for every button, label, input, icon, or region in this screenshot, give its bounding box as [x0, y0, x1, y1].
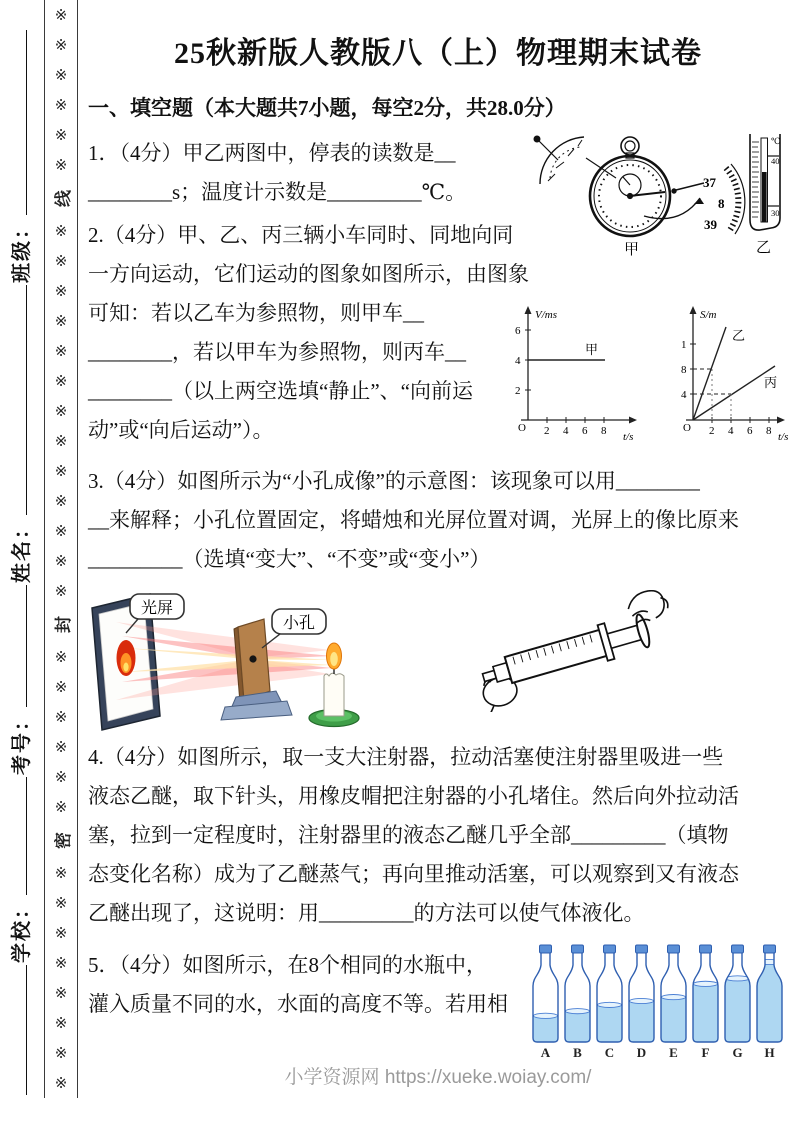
q3-line: 3.（4分）如图所示为“小孔成像”的示意图：该现象可以用________	[88, 469, 700, 493]
inverted-flame-image	[117, 640, 136, 676]
seal-char-线: 线	[53, 189, 73, 207]
bottle-water	[725, 978, 750, 1042]
seal-symbol: ※	[54, 709, 68, 726]
vt-xtick-8: 8	[601, 425, 607, 437]
q3-line: _________（选填“变大”、“不变”或“变小”）	[88, 547, 491, 571]
seal-field-label: 学校：	[10, 897, 33, 963]
seal-char-密: 密	[53, 831, 73, 849]
st-ylabel: S/m	[700, 309, 717, 321]
bottle-cap	[700, 945, 712, 953]
seal-symbol: ※	[54, 523, 68, 540]
series-yi-label: 乙	[732, 328, 746, 343]
q1-line: 1．（4分）甲乙两图中，停表的读数是__	[88, 141, 456, 165]
q2-line: 可知：若以乙车为参照物，则甲车__	[88, 301, 424, 325]
bottle-water	[661, 997, 686, 1042]
question-2-text	[88, 216, 543, 450]
stopwatch-thermometer-figure	[528, 130, 793, 263]
magnifier-number-37: 37	[703, 175, 716, 190]
seal-field-blank[interactable]	[12, 777, 27, 895]
magnifier-number-39: 39	[704, 217, 717, 232]
q2-line: ________，若以甲车为参照物，则丙车__	[88, 340, 466, 364]
seal-symbol: ※	[54, 895, 68, 912]
seal-field-blank[interactable]	[12, 585, 27, 707]
bottle-cap	[668, 945, 680, 953]
series-bing-label: 丙	[764, 375, 778, 390]
st-origin: O	[683, 422, 691, 434]
seal-symbol: ※	[54, 769, 68, 786]
seal-symbol: ※	[54, 67, 68, 84]
st-xtick-8: 8	[766, 425, 772, 437]
bottle-label-H: H	[764, 1045, 775, 1060]
series-jia-label: 甲	[585, 342, 599, 357]
seal-symbol: ※	[54, 679, 68, 696]
thermometer-unit: ℃	[771, 136, 781, 146]
seal-symbol: ※	[54, 343, 68, 360]
seal-fields-strip	[2, 15, 36, 1095]
section-header: 一、填空题（本大题共7小题，每空2分，共28.0分）	[88, 96, 566, 120]
seal-symbol: ※	[54, 253, 68, 270]
q3-line: __来解释；小孔位置固定，将蜡烛和光屏位置对调，光屏上的像比原来	[88, 508, 739, 532]
vt-ytick-6: 6	[515, 325, 521, 337]
seal-symbol: ※	[54, 1045, 68, 1062]
seal-field-label: 考号：	[10, 709, 33, 775]
bottle-cap	[604, 945, 616, 953]
seal-symbol: ※	[54, 583, 68, 600]
seal-symbol: ※	[54, 955, 68, 972]
bottle-D	[629, 945, 654, 1060]
bottle-cap	[764, 945, 776, 953]
page-title: 25秋新版人教版八（上）物理期末试卷	[174, 37, 702, 70]
vt-ytick-2: 2	[515, 385, 521, 397]
bottle-label-C: C	[604, 1045, 615, 1060]
bottle-F	[693, 945, 718, 1060]
seal-symbol: ※	[54, 463, 68, 480]
seal-symbol: ※	[54, 283, 68, 300]
bottle-label-B: B	[573, 1045, 582, 1060]
bottle-water	[533, 1016, 558, 1042]
stopwatch-icon	[590, 137, 670, 236]
q2-line: 2.（4分）甲、乙、丙三辆小车同时、同地向同	[88, 223, 514, 247]
bottles-group	[533, 945, 782, 1060]
q5-line: 灌入质量不同的水，水面的高度不等。若用相	[88, 992, 508, 1016]
st-graph	[686, 306, 785, 424]
hole-label: 小孔	[282, 615, 316, 632]
bottle-A	[533, 945, 558, 1060]
bottle-water	[629, 1001, 654, 1042]
st-ytick-4: 4	[681, 389, 687, 401]
seal-symbol: ※	[54, 1075, 68, 1092]
q2-line: 动”或“向后运动”）。	[88, 418, 274, 442]
screen-label: 光屏	[140, 600, 174, 617]
bottle-C	[597, 945, 622, 1060]
thermometer-label: 乙	[756, 240, 772, 256]
vt-xtick-6: 6	[582, 425, 588, 437]
bottle-E	[661, 945, 686, 1060]
seal-field-blank[interactable]	[12, 285, 27, 515]
seal-char-封: 封	[53, 615, 73, 633]
vt-xtick-2: 2	[544, 425, 550, 437]
q4-line: 塞，拉到一定程度时，注射器里的液态乙醚几乎全部_________（填物	[88, 823, 729, 847]
bottle-H	[757, 945, 782, 1060]
bottle-water	[693, 984, 718, 1042]
question-3-text	[88, 462, 793, 579]
seal-field-blank[interactable]	[12, 30, 27, 215]
bottle-cap	[572, 945, 584, 953]
seal-line-column	[44, 0, 78, 1098]
bottle-cap	[732, 945, 744, 953]
st-xlabel: t/s	[778, 431, 789, 443]
bottles-figure	[530, 940, 788, 1067]
seal-field-blank[interactable]	[12, 965, 27, 1095]
seal-symbol: ※	[54, 799, 68, 816]
bottle-label-D: D	[636, 1045, 647, 1060]
seal-symbol: ※	[54, 37, 68, 54]
footer-source-link[interactable]: 小学资源网 https://xueke.woiay.com/	[284, 1067, 592, 1088]
seal-symbol: ※	[54, 649, 68, 666]
seal-symbol: ※	[54, 433, 68, 450]
q1-line: ________s；温度计示数是_________℃。	[88, 180, 467, 204]
seal-field-label: 姓名：	[10, 517, 33, 583]
seal-symbol: ※	[54, 97, 68, 114]
vt-origin: O	[518, 422, 526, 434]
vt-ytick-4: 4	[515, 355, 521, 367]
vt-xlabel: t/s	[623, 431, 634, 443]
seal-field-label: 班级：	[10, 217, 33, 283]
seal-symbol: ※	[54, 157, 68, 174]
q2-line: 一方向运动，它们运动的图象如图所示，由图象	[88, 262, 529, 286]
seal-symbol: ※	[54, 127, 68, 144]
bottle-label-G: G	[732, 1045, 743, 1060]
seal-symbol: ※	[54, 493, 68, 510]
seal-symbol: ※	[54, 313, 68, 330]
seal-symbol: ※	[54, 403, 68, 420]
st-xtick-2: 2	[709, 425, 715, 437]
motion-graphs-figure	[483, 296, 793, 451]
q4-line: 液态乙醚，取下针头，用橡皮帽把注射器的小孔堵住。然后向外拉动活	[88, 784, 739, 808]
thermometer-tick-30: 30	[771, 208, 780, 218]
vt-ylabel: V/ms	[535, 309, 557, 321]
right-hand-icon	[625, 590, 671, 625]
q4-line: 4.（4分）如图所示，取一支大注射器，拉动活塞使注射器里吸进一些	[88, 745, 724, 769]
bottle-G	[725, 945, 750, 1060]
stopwatch-label: 甲	[624, 242, 640, 258]
bottle-water	[565, 1011, 590, 1042]
hole-label-bubble	[262, 609, 326, 648]
bottle-B	[565, 945, 590, 1060]
seal-symbol: ※	[54, 1015, 68, 1032]
question-5-text	[88, 946, 548, 1024]
st-ytick-8: 8	[681, 364, 687, 376]
bottle-water	[597, 1005, 622, 1042]
bottle-label-E: E	[669, 1045, 678, 1060]
bottle-label-A: A	[540, 1045, 551, 1060]
bottle-label-F: F	[701, 1045, 710, 1060]
seal-symbol: ※	[54, 373, 68, 390]
q4-line: 乙醚出现了，这说明：用_________的方法可以使气体液化。	[88, 901, 645, 925]
question-4-text	[88, 738, 793, 933]
bottle-cap	[540, 945, 552, 953]
bottle-cap	[636, 945, 648, 953]
seal-symbol: ※	[54, 7, 68, 24]
seal-symbol: ※	[54, 553, 68, 570]
question-1-text	[88, 134, 548, 212]
seal-symbol: ※	[54, 739, 68, 756]
seal-symbol: ※	[54, 865, 68, 882]
seal-symbol: ※	[54, 985, 68, 1002]
pinhole-imaging-figure	[86, 588, 451, 745]
seal-symbol: ※	[54, 223, 68, 240]
syringe-figure	[468, 590, 678, 717]
dial-magnifier-inset	[534, 136, 616, 184]
st-ytick-12: 1	[681, 339, 687, 351]
q5-line: 5．（4分）如图所示，在8个相同的水瓶中，	[88, 953, 487, 977]
seal-symbol: ※	[54, 925, 68, 942]
q2-line: ________（以上两空选填“静止”、“向前运	[88, 379, 473, 403]
q4-line: 态变化名称）成为了乙醚蒸气；再向里推动活塞，可以观察到又有液态	[88, 862, 739, 886]
st-xtick-4: 4	[728, 425, 734, 437]
magnifier-number-8: 8	[718, 196, 725, 211]
st-xtick-6: 6	[747, 425, 753, 437]
thermometer-tick-40: 40	[771, 156, 780, 166]
vt-graph	[521, 306, 637, 424]
vt-xtick-4: 4	[563, 425, 569, 437]
